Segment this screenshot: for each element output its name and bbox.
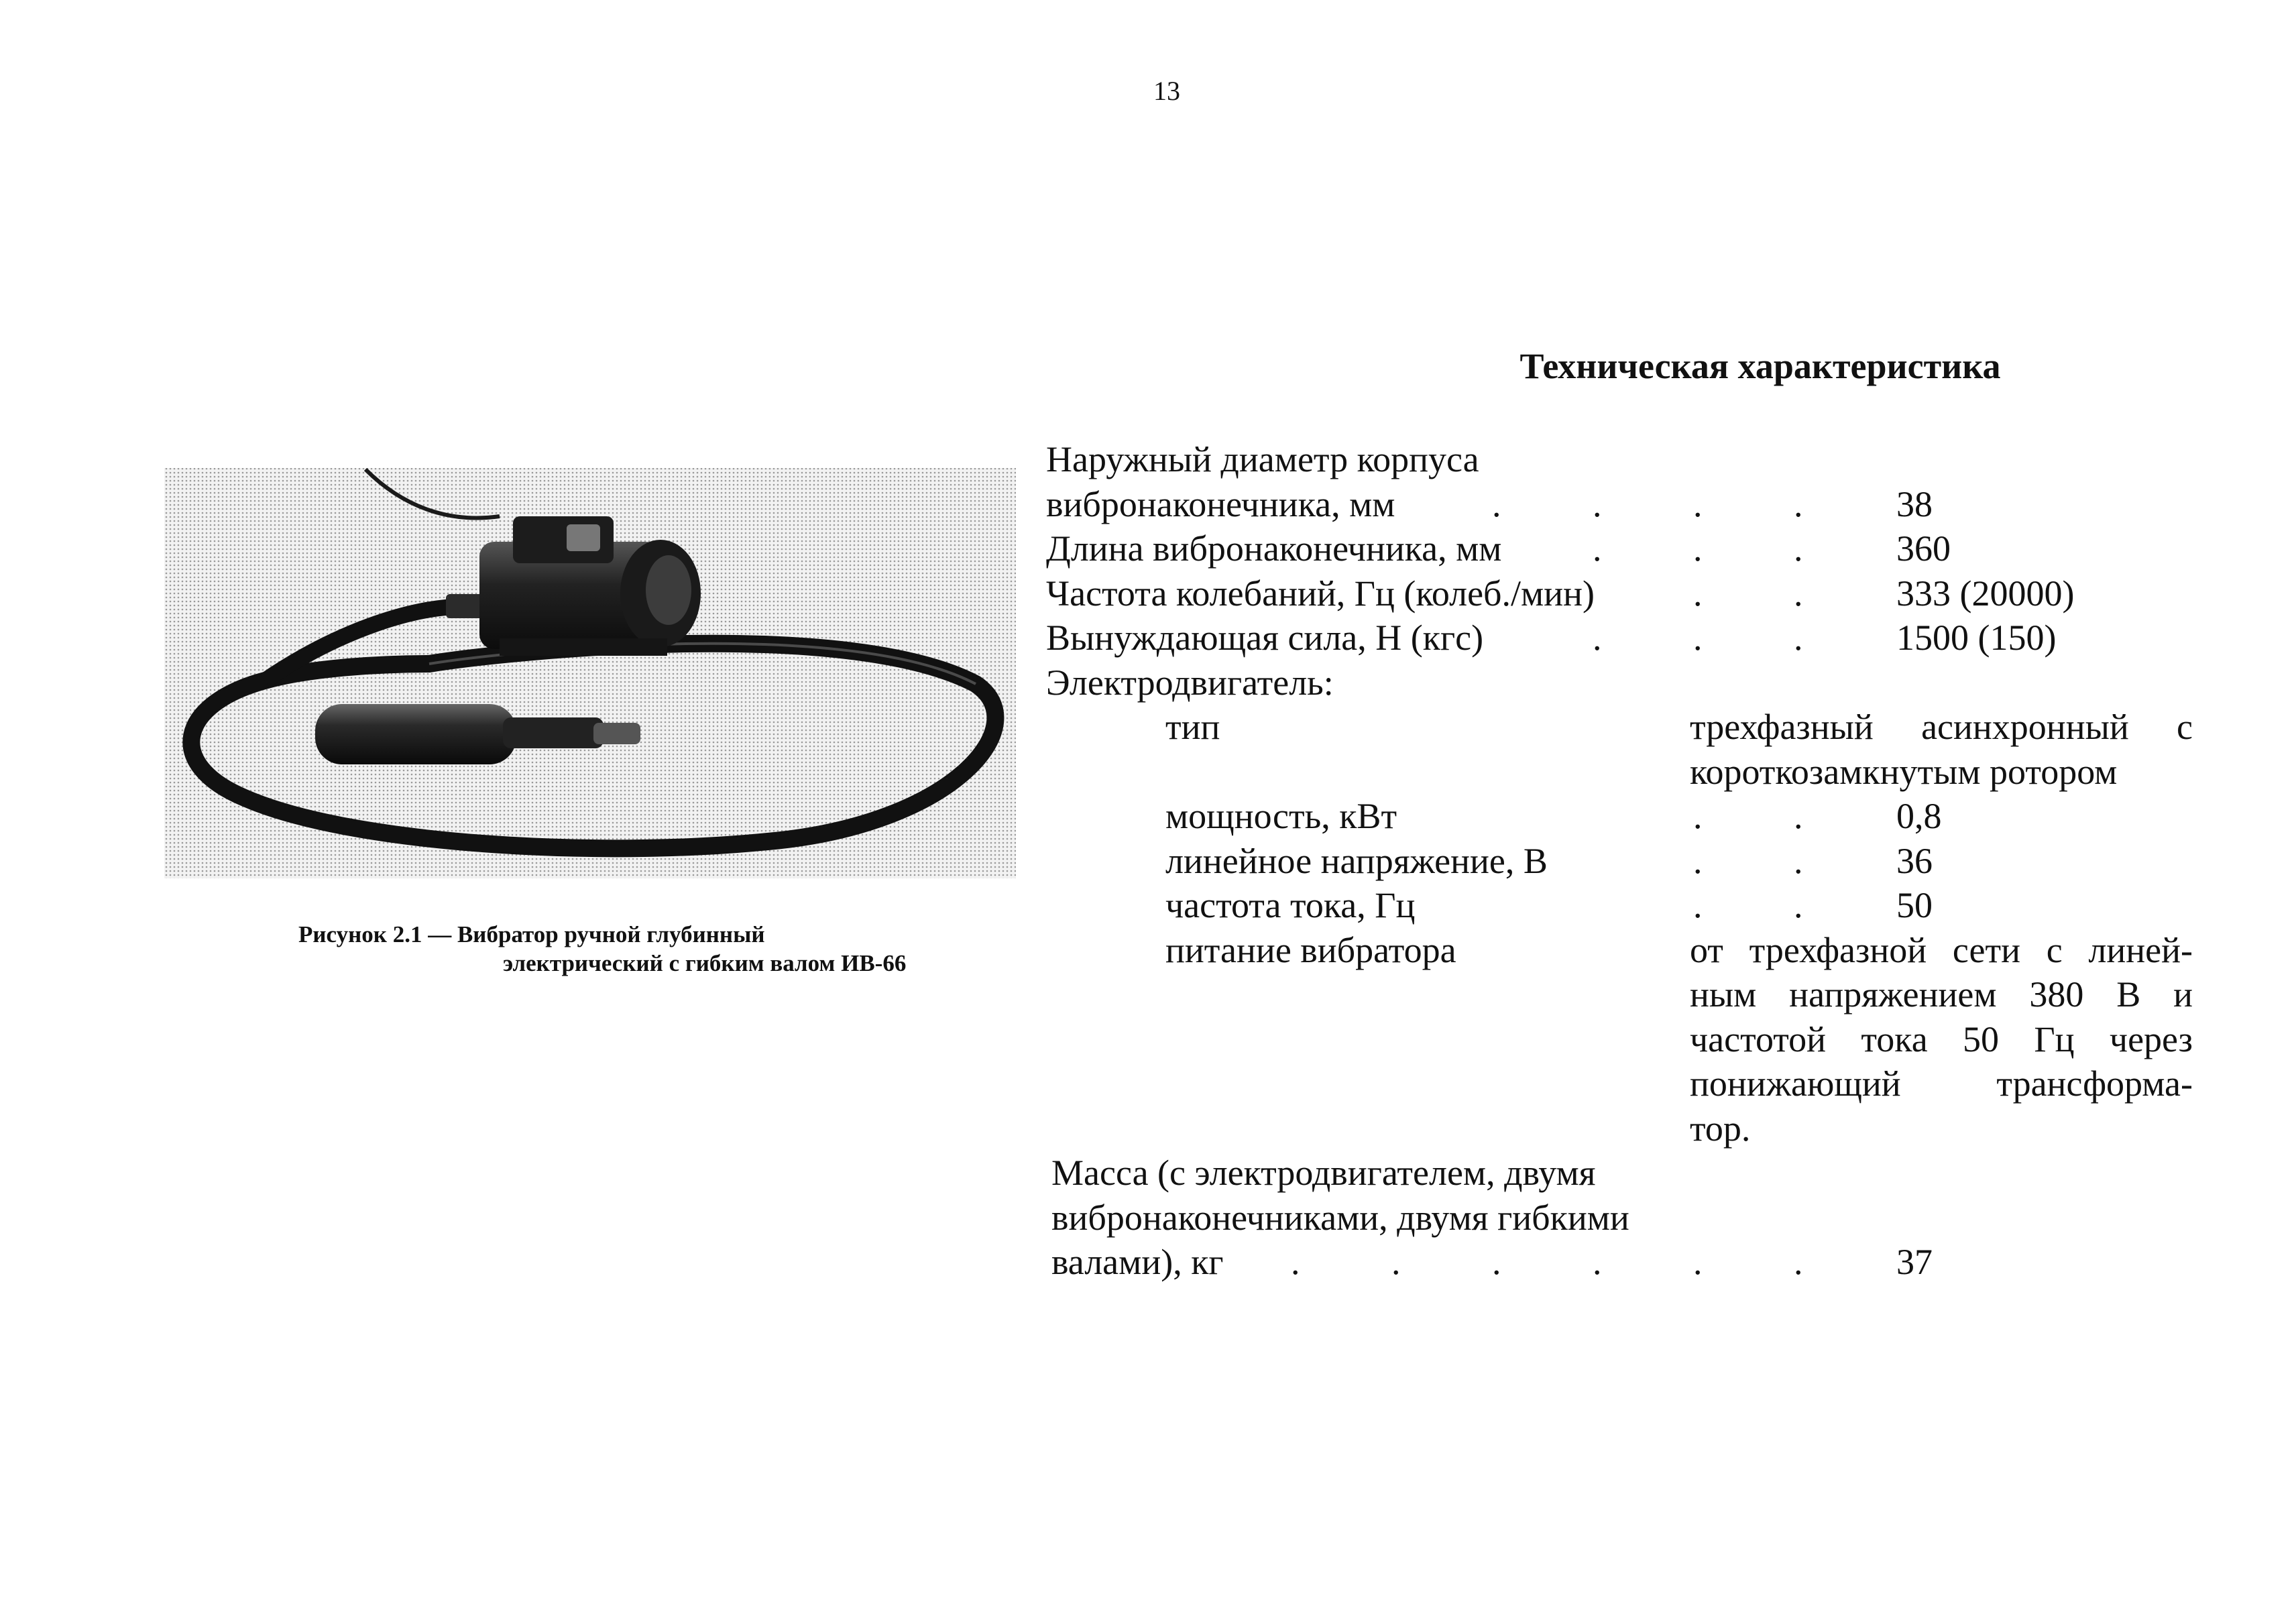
leader-dot: .: [1794, 528, 1803, 569]
leader-dot: .: [1693, 483, 1703, 524]
spec-supply: питание вибратора от трехфазной сети с линей- ным напряжением 380 В и частотой тока 50 Гц через понижающий трансформа- тор.: [1046, 928, 2199, 1151]
spec-list: [1046, 437, 2199, 1285]
leader-dot: .: [1693, 618, 1703, 658]
spec-value: 38: [1896, 483, 1933, 524]
spec-motor-heading: Электродвигатель:: [1046, 662, 1334, 703]
spec-diameter: вибронаконечника, мм . . . . 38: [1046, 482, 2199, 527]
leader-dot: .: [1593, 528, 1602, 569]
spec-mass: валами), кг . . . . . . 37: [1046, 1240, 2199, 1285]
leader-dot: .: [1693, 840, 1703, 881]
spec-force: Вынуждающая сила, Н (кгс) . . . 1500 (150): [1046, 616, 2199, 660]
leader-dot: .: [1693, 796, 1703, 836]
figure-caption: [298, 920, 906, 978]
spec-value: 50: [1896, 885, 1933, 925]
spec-mass-label-1: Масса (с электродвигателем, двумя: [1051, 1153, 1596, 1193]
leader-dot: .: [1693, 573, 1703, 614]
spec-length: Длина вибронаконечника, мм . . . 360: [1046, 526, 2199, 571]
spec-power: мощность, кВт . . 0,8: [1046, 794, 2199, 839]
spec-value: 360: [1896, 528, 1951, 569]
vibrator-photo: [164, 463, 1016, 878]
page-number: 13: [1153, 76, 1180, 106]
spec-diameter-label-1: Наружный диаметр корпуса: [1046, 439, 1479, 479]
spec-voltage: линейное напряжение, В . . 36: [1046, 839, 2199, 884]
spec-value: 37: [1896, 1242, 1933, 1282]
spec-motor-type: тип трехфазный асинхронный с короткозамкнутым ротором: [1046, 705, 2199, 794]
spec-current-frequency: частота тока, Гц . . 50: [1046, 883, 2199, 928]
leader-dot: .: [1693, 1242, 1703, 1282]
spec-value: 1500 (150): [1896, 618, 2057, 658]
spec-value: 333 (20000): [1896, 573, 2075, 614]
spec-value: 0,8: [1896, 796, 1942, 836]
spec-type-value: трехфазный асинхронный с короткозамкнутым ротором: [1690, 707, 2193, 792]
leader-dot: .: [1794, 840, 1803, 881]
leader-dot: .: [1593, 618, 1602, 658]
caption-line-2: электрический с гибким валом ИВ-66: [503, 950, 907, 976]
section-title: Техническая характеристика: [1519, 346, 2001, 386]
leader-dot: .: [1794, 1242, 1803, 1282]
spec-value: 36: [1896, 840, 1933, 881]
leader-dot: .: [1492, 1242, 1501, 1282]
leader-dot: .: [1593, 483, 1602, 524]
leader-dot: .: [1794, 618, 1803, 658]
caption-line-1: Рисунок 2.1 — Вибратор ручной глубинный: [298, 921, 765, 947]
spec-mass-label-2: вибронаконечниками, двумя гибкими: [1051, 1197, 1629, 1238]
leader-dot: .: [1593, 1242, 1602, 1282]
spec-supply-value: от трехфазной сети с линей- ным напряжением 380 В и частотой тока 50 Гц через понижающий трансформа- тор.: [1690, 929, 2193, 1149]
spec-frequency: Частота колебаний, Гц (колеб./мин) . . 333 (20000): [1046, 571, 2199, 616]
leader-dot: .: [1794, 483, 1803, 524]
leader-dot: .: [1693, 528, 1703, 569]
leader-dot: .: [1794, 796, 1803, 836]
leader-dot: .: [1492, 483, 1501, 524]
leader-dot: .: [1391, 1242, 1401, 1282]
leader-dot: .: [1794, 885, 1803, 925]
leader-dot: .: [1693, 885, 1703, 925]
leader-dot: .: [1291, 1242, 1300, 1282]
leader-dot: .: [1794, 573, 1803, 614]
